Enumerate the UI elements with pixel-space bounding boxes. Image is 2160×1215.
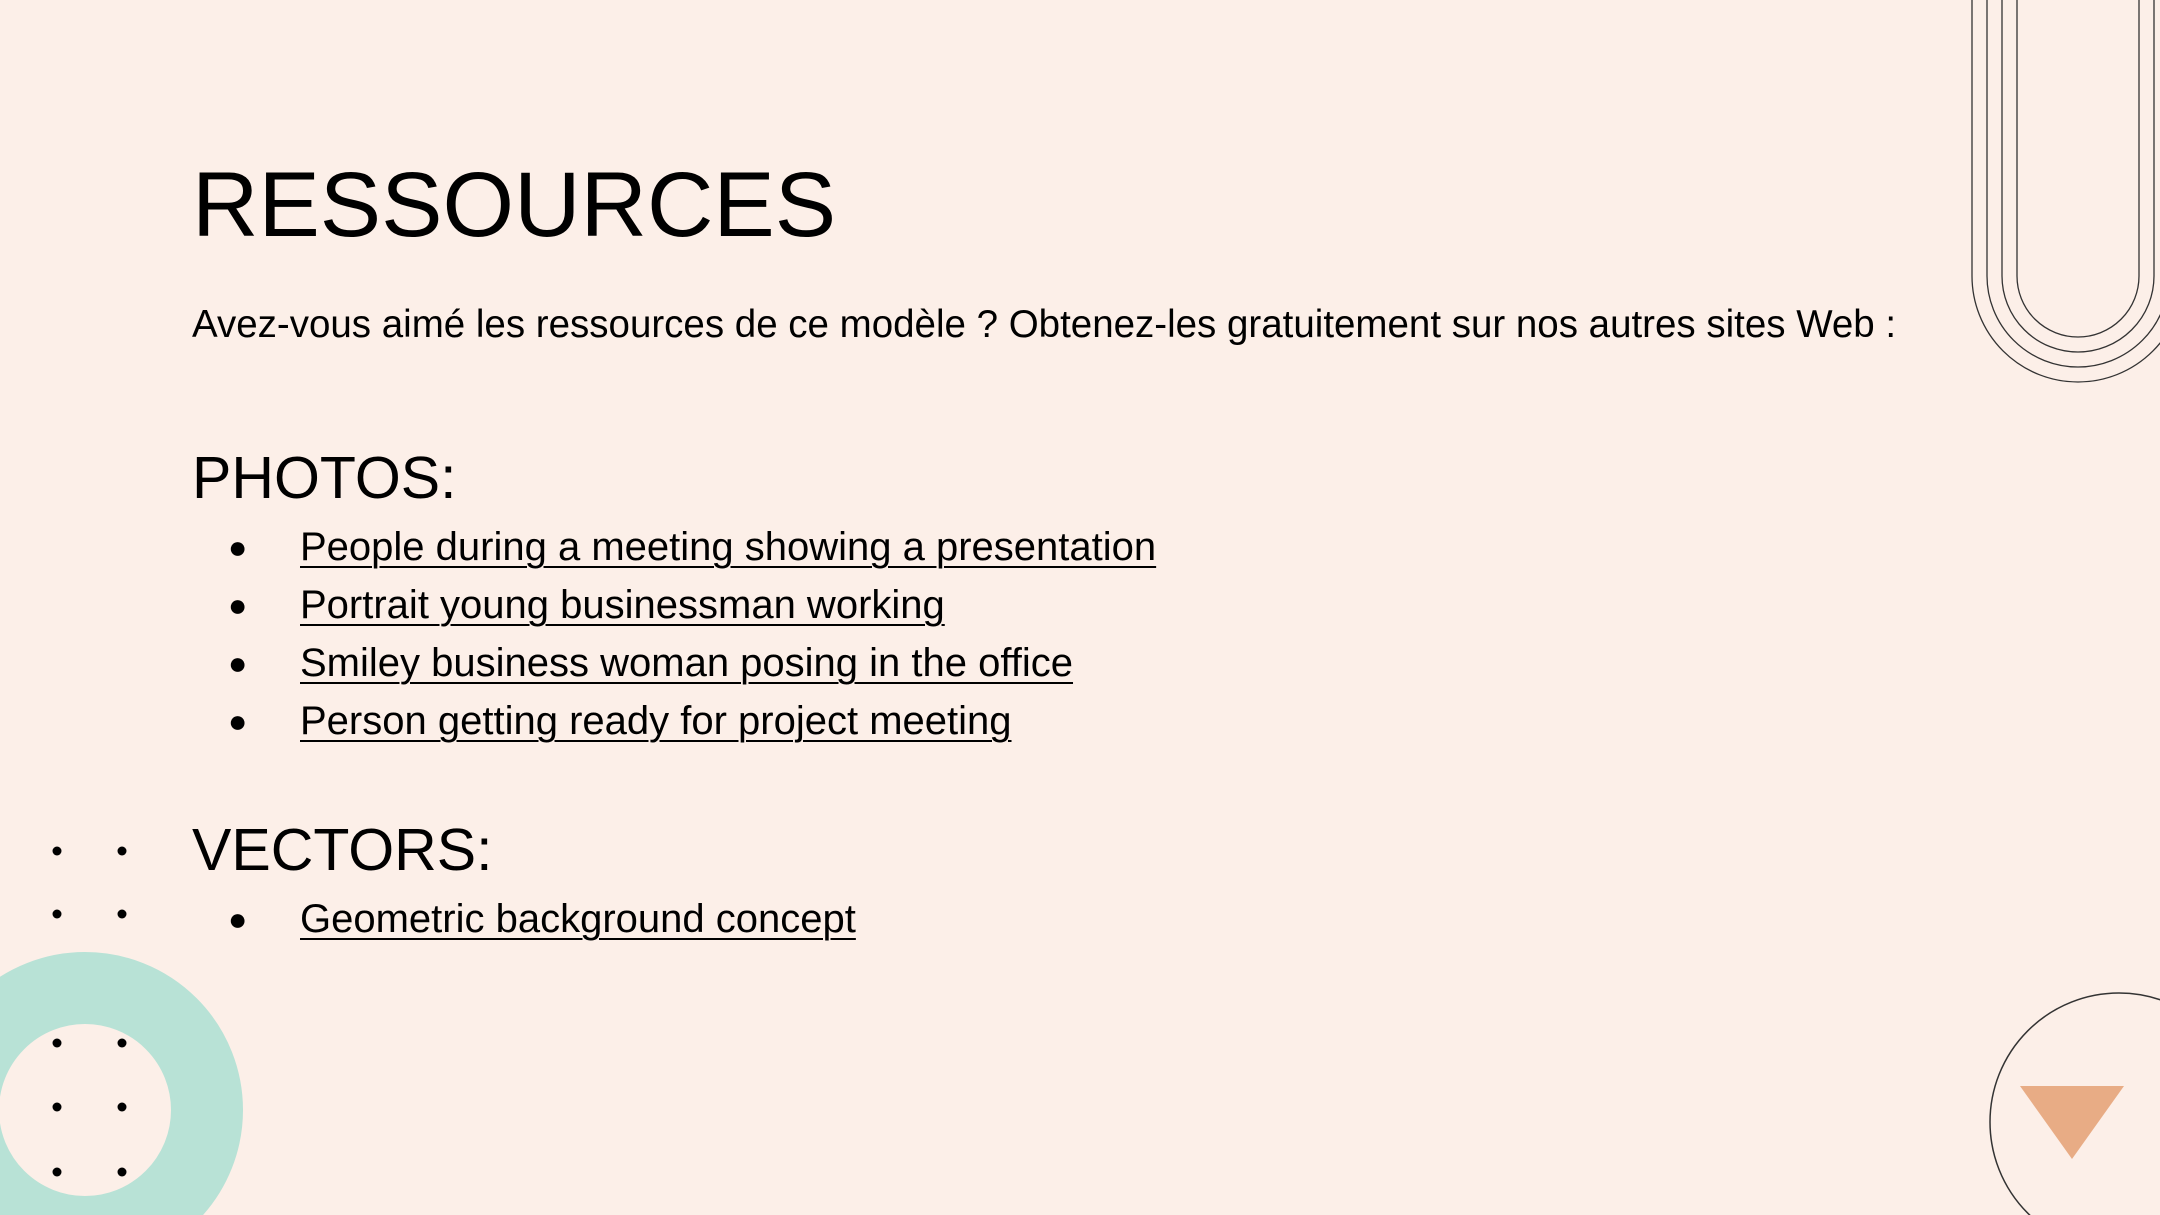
resource-link[interactable]: Portrait young businessman working — [300, 583, 945, 627]
page-title: RESSOURCES — [192, 154, 837, 256]
bullet-icon: ● — [228, 529, 248, 565]
bullet-icon: ● — [228, 587, 248, 623]
arch-lines-decoration — [1972, 0, 2160, 382]
section-heading-vectors: VECTORS: — [192, 817, 493, 883]
mint-ring-decoration — [0, 988, 207, 1215]
bullet-icon: ● — [228, 645, 248, 681]
triangle-decoration — [2020, 1086, 2124, 1159]
intro-text: Avez-vous aimé les ressources de ce modèle ? Obtenez-les gratuitement sur nos autres sites Web : — [192, 303, 1897, 346]
resource-link[interactable]: People during a meeting showing a presentation — [300, 525, 1157, 569]
resource-link[interactable]: Person getting ready for project meeting — [300, 699, 1012, 743]
resource-link[interactable]: Smiley business woman posing in the office — [300, 641, 1074, 685]
resource-link[interactable]: Geometric background concept — [300, 897, 856, 941]
section-heading-photos: PHOTOS: — [192, 445, 457, 511]
bullet-icon: ● — [228, 901, 248, 937]
bullet-icon: ● — [228, 703, 248, 739]
